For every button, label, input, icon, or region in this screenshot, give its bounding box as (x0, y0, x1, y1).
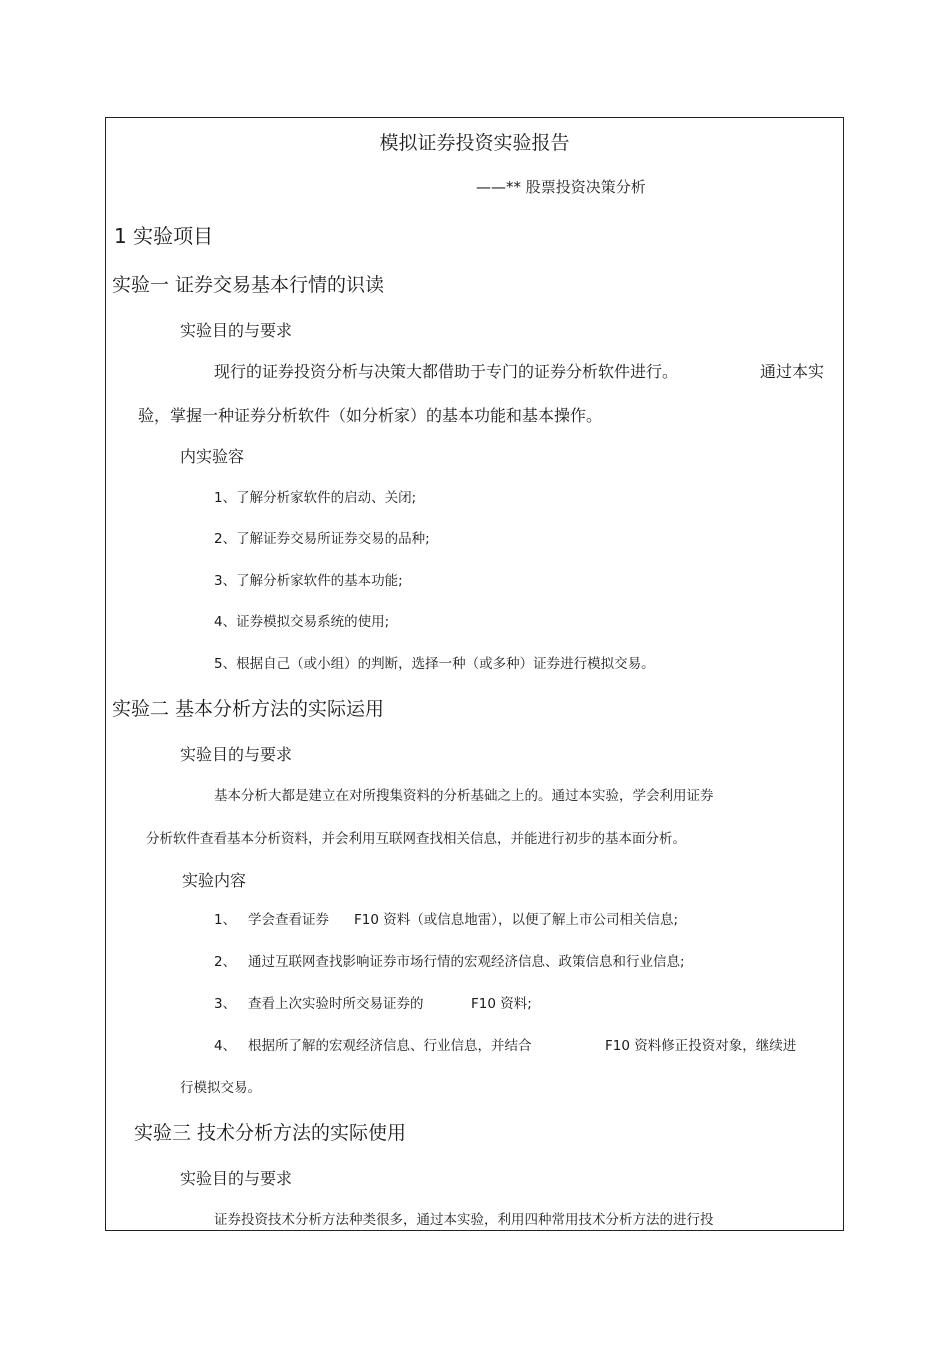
exp1-content-heading: 内实验容 (180, 447, 245, 466)
exp2-item-number: 4、 (214, 1038, 237, 1054)
exp1-item: 1、了解分析家软件的启动、关闭; (214, 490, 417, 506)
exp2-item-text: 通过互联网查找影响证券市场行情的宏观经济信息、政策信息和行业信息; (248, 954, 685, 970)
exp3-purpose-heading: 实验目的与要求 (180, 1169, 293, 1188)
exp2-item-text: F10 资料修正投资对象，继续进 (605, 1038, 797, 1054)
exp1-item: 4、证券模拟交易系统的使用; (214, 614, 390, 630)
exp2-item-continuation: 行模拟交易。 (180, 1080, 261, 1096)
exp2-item-text: 查看上次实验时所交易证券的 (248, 996, 424, 1012)
report-frame (105, 117, 844, 1231)
section-heading-projects: 1 实验项目 (114, 224, 214, 248)
exp2-purpose-heading: 实验目的与要求 (180, 745, 293, 764)
exp2-item-text: F10 资料; (471, 996, 532, 1012)
exp1-item: 2、了解证券交易所证券交易的品种; (214, 531, 430, 547)
exp2-heading: 实验二 基本分析方法的实际运用 (112, 698, 385, 720)
exp2-item-number: 2、 (214, 954, 237, 970)
exp2-item-text: F10 资料（或信息地雷），以便了解上市公司相关信息; (354, 912, 679, 928)
exp2-item-number: 1、 (214, 912, 237, 928)
exp1-purpose-text-1a: 现行的证券投资分析与决策大都借助于专门的证券分析软件进行。 (214, 362, 679, 381)
exp2-content-heading: 实验内容 (182, 871, 247, 890)
exp3-heading: 实验三 技术分析方法的实际使用 (134, 1122, 407, 1144)
report-subtitle: ——** 股票投资决策分析 (476, 178, 646, 196)
exp2-item-number: 3、 (214, 996, 237, 1012)
exp1-purpose-text-2: 验，掌握一种证券分析软件（如分析家）的基本功能和基本操作。 (138, 406, 603, 425)
report-title: 模拟证券投资实验报告 (379, 132, 570, 154)
exp1-item: 5、根据自己（或小组）的判断，选择一种（或多种）证券进行模拟交易。 (214, 656, 655, 672)
exp1-item: 3、了解分析家软件的基本功能; (214, 573, 403, 589)
exp2-item-text: 根据所了解的宏观经济信息、行业信息，并结合 (248, 1038, 532, 1054)
exp1-purpose-text-1b: 通过本实 (760, 362, 825, 381)
exp1-purpose-heading: 实验目的与要求 (180, 321, 293, 340)
exp2-purpose-text-2: 分析软件查看基本分析资料，并会利用互联网查找相关信息，并能进行初步的基本面分析。 (146, 831, 686, 847)
exp3-purpose-text-1: 证券投资技术分析方法种类很多，通过本实验，利用四种常用技术分析方法的进行投 (214, 1212, 714, 1228)
exp2-item-text: 学会查看证券 (248, 912, 329, 928)
exp1-heading: 实验一 证券交易基本行情的识读 (112, 274, 385, 296)
exp2-purpose-text-1: 基本分析大都是建立在对所搜集资料的分析基础之上的。通过本实验，学会利用证券 (214, 788, 714, 804)
